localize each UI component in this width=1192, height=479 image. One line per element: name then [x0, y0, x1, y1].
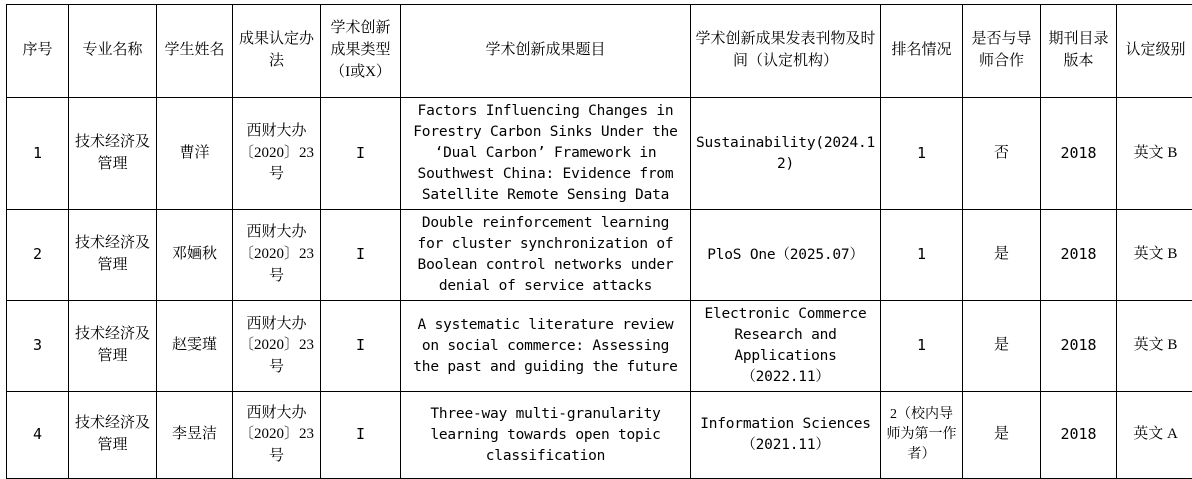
- column-header-student-name: 学生姓名: [157, 5, 233, 98]
- column-header-journal-and-date: 学术创新成果发表刊物及时间（认定机构）: [691, 5, 881, 98]
- cell-author-rank: 1: [881, 98, 963, 210]
- cell-catalog-version: 2018: [1041, 392, 1117, 479]
- cell-catalog-version: 2018: [1041, 301, 1117, 392]
- cell-recognition-method: 西财大办〔2020〕23号: [233, 98, 321, 210]
- cell-achievement-title: Double reinforcement learning for cluster synchronization of Boolean control networks under denial of service attacks: [401, 210, 691, 301]
- cell-achievement-type: I: [321, 98, 401, 210]
- table-row: [7, 98, 1192, 210]
- cell-sequence: 3: [7, 301, 69, 392]
- cell-journal-and-date: Electronic Commerce Research and Applications（2022.11）: [691, 301, 881, 392]
- cell-recognition-method: 西财大办〔2020〕23号: [233, 392, 321, 479]
- cell-sequence: 4: [7, 392, 69, 479]
- cell-sequence: 1: [7, 98, 69, 210]
- cell-major: 技术经济及管理: [69, 98, 157, 210]
- cell-recognition-level: 英文 A: [1117, 392, 1192, 479]
- column-header-advisor-collaboration: 是否与导师合作: [963, 5, 1041, 98]
- cell-recognition-level: 英文 B: [1117, 301, 1192, 392]
- cell-achievement-type: I: [321, 301, 401, 392]
- cell-journal-and-date: Information Sciences（2021.11）: [691, 392, 881, 479]
- cell-student-name: 曹洋: [157, 98, 233, 210]
- column-header-author-rank: 排名情况: [881, 5, 963, 98]
- cell-advisor-collaboration: 否: [963, 98, 1041, 210]
- cell-author-rank: 1: [881, 210, 963, 301]
- cell-catalog-version: 2018: [1041, 98, 1117, 210]
- cell-major: 技术经济及管理: [69, 301, 157, 392]
- cell-author-rank: 2（校内导师为第一作者）: [881, 392, 963, 479]
- cell-advisor-collaboration: 是: [963, 392, 1041, 479]
- cell-sequence: 2: [7, 210, 69, 301]
- cell-recognition-level: 英文 B: [1117, 98, 1192, 210]
- achievements-table: [6, 4, 1192, 479]
- cell-journal-and-date: PloS One（2025.07）: [691, 210, 881, 301]
- table-row: [7, 392, 1192, 479]
- column-header-achievement-type: 学术创新成果类型（I或X）: [321, 5, 401, 98]
- table-row: [7, 301, 1192, 392]
- cell-achievement-title: A systematic literature review on social commerce: Assessing the past and guiding the future: [401, 301, 691, 392]
- cell-recognition-level: 英文 B: [1117, 210, 1192, 301]
- cell-advisor-collaboration: 是: [963, 301, 1041, 392]
- cell-author-rank: 1: [881, 301, 963, 392]
- cell-major: 技术经济及管理: [69, 210, 157, 301]
- cell-achievement-title: Factors Influencing Changes in Forestry Carbon Sinks Under the ‘Dual Carbon’ Framework in Southwest China: Evidence from Satellite Remote Sensing Data: [401, 98, 691, 210]
- cell-student-name: 赵雯瑾: [157, 301, 233, 392]
- cell-major: 技术经济及管理: [69, 392, 157, 479]
- column-header-achievement-title: 学术创新成果题目: [401, 5, 691, 98]
- cell-catalog-version: 2018: [1041, 210, 1117, 301]
- cell-achievement-type: I: [321, 210, 401, 301]
- cell-journal-and-date: Sustainability(2024.12): [691, 98, 881, 210]
- table-row: [7, 210, 1192, 301]
- cell-achievement-title: Three-way multi-granularity learning towards open topic classification: [401, 392, 691, 479]
- cell-achievement-type: I: [321, 392, 401, 479]
- column-header-catalog-version: 期刊目录版本: [1041, 5, 1117, 98]
- column-header-recognition-level: 认定级别: [1117, 5, 1192, 98]
- cell-student-name: 李昱洁: [157, 392, 233, 479]
- table-header-row: [7, 5, 1192, 98]
- cell-advisor-collaboration: 是: [963, 210, 1041, 301]
- cell-student-name: 邓婳秋: [157, 210, 233, 301]
- cell-recognition-method: 西财大办〔2020〕23号: [233, 301, 321, 392]
- cell-recognition-method: 西财大办〔2020〕23号: [233, 210, 321, 301]
- column-header-sequence: 序号: [7, 5, 69, 98]
- column-header-recognition-method: 成果认定办法: [233, 5, 321, 98]
- column-header-major: 专业名称: [69, 5, 157, 98]
